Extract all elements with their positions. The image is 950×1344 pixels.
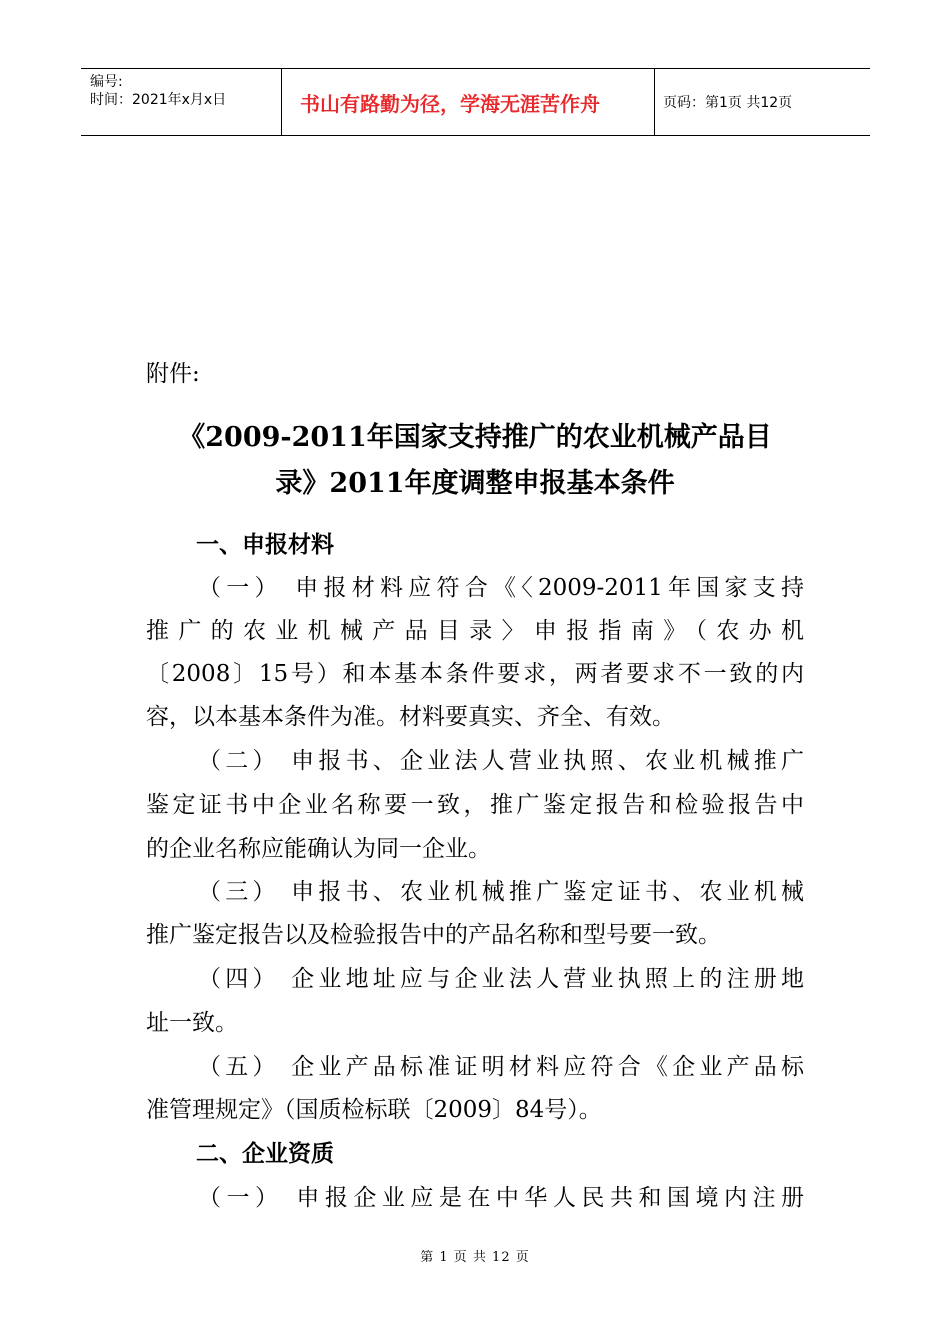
paragraph-line: （四） 企业地址应与企业法人营业执照上的注册地 [198,966,804,992]
paragraph-line: （二） 申报书、企业法人营业执照、农业机械推广 [198,748,804,774]
section-heading-qualification: 二、企业资质 [196,1141,334,1167]
paragraph-line: 准管理规定》（国质检标联〔2009〕84号）。 [146,1097,602,1123]
paragraph-line: （一） 申报企业应是在中华人民共和国境内注册 [198,1185,804,1211]
paragraph-line: 址一致。 [146,1010,238,1036]
page-footer: 第 1 页 共 12 页 [420,1250,530,1265]
header-page-info: 页码：第1页 共12页 [663,95,793,111]
paragraph-line: 〔2008〕15号）和本基本条件要求，两者要求不一致的内 [146,661,804,687]
paragraph-line: 推广鉴定报告以及检验报告中的产品名称和型号要一致。 [146,922,721,948]
document-number-label: 编号: [90,74,123,90]
paragraph-line: 的企业名称应能确认为同一企业。 [146,836,491,862]
document-header [81,68,870,136]
paragraph-line: 容，以本基本条件为准。材料要真实、齐全、有效。 [146,704,675,730]
section-heading-materials: 一、申报材料 [196,532,334,558]
document-time-label: 时间：2021年x月x日 [90,92,227,108]
paragraph-line: 鉴定证书中企业名称要一致，推广鉴定报告和检验报告中 [146,792,804,818]
document-title-line-2: 录》2011年度调整申报基本条件 [275,468,675,499]
attachment-label: 附件: [146,361,200,387]
paragraph-line: 推广的农业机械产品目录〉申报指南》（农办机 [146,618,804,644]
document-title-line-1: 《2009-2011年国家支持推广的农业机械产品目 [178,422,772,453]
paragraph-line: （一） 申报材料应符合《〈2009-2011年国家支持 [198,575,804,601]
header-meta-cell [81,69,282,135]
paragraph-line: （三） 申报书、农业机械推广鉴定证书、农业机械 [198,879,804,905]
paragraph-line: （五） 企业产品标准证明材料应符合《企业产品标 [198,1054,804,1080]
header-motto: 书山有路勤为径，学海无涯苦作舟 [282,69,655,135]
